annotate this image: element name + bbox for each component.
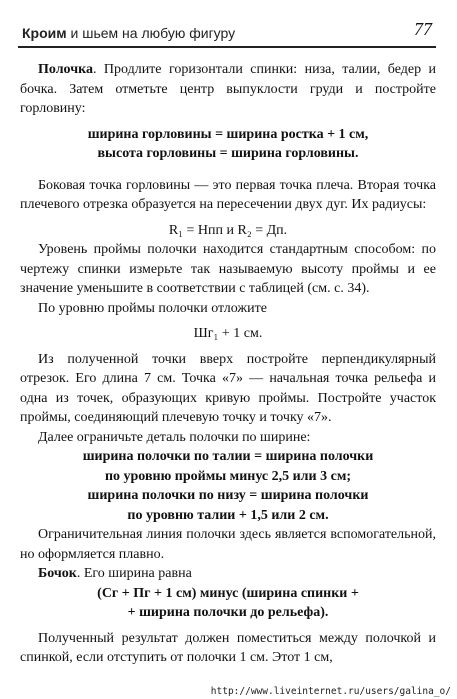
paragraph: Боковая точка горловины — это первая точка плеча. Вторая точка плечевого отрезка образуется на пересечении двух дуг. Их радиусы: — [20, 177, 436, 212]
section-lead: Бочок — [38, 566, 77, 581]
paragraph-text: . Его ширина равна — [76, 566, 192, 581]
formula-line: (Сг + Пг + 1 см) минус (ширина спинки + — [97, 585, 359, 601]
header-title-rest: и шьем на любую фигуру — [66, 25, 236, 41]
formula-line: ширина полочки по низу = ширина полочки — [87, 488, 369, 503]
paragraph: Ограничительная линия полочки здесь является вспомогательной, но оформляется плавно. — [20, 527, 436, 562]
paragraph-text: . Продлите горизонтали спинки: низа, талии, бедер и бочка. Затем отметьте центр выпуклости груди и постройте горловину: — [20, 62, 436, 116]
formula-line: по уровню талии + 1,5 или 2 см. — [127, 507, 329, 523]
paragraph: Полученный результат должен поместиться между полочкой и спинкой, если отступить от полочки 1 см. Этот 1 см, — [20, 630, 436, 665]
paragraph: По уровню проймы полочки отложите — [38, 300, 267, 316]
formula-line: Шг₁ + 1 см. — [193, 326, 263, 341]
formula-line: R₁ = Нпп и R₂ = Дп. — [168, 222, 288, 238]
formula-line: ширина горловины = ширина ростка + 1 см, — [87, 126, 369, 142]
paragraph — [20, 564, 436, 584]
spacer — [20, 164, 436, 176]
paragraph: Уровень проймы полочки находится стандартным способом: по чертежу спинки измерьте так называемую высоту проймы и ее значение уменьшите в соответствии с таблицей (см. с. 34). — [20, 242, 436, 296]
section-lead: Полочка — [38, 62, 93, 77]
running-header — [18, 18, 436, 48]
paragraph — [20, 60, 436, 119]
page-body — [20, 60, 436, 668]
page-number: 77 — [414, 19, 432, 39]
formula-line: по уровню проймы минус 2,5 или 3 см; — [104, 468, 352, 484]
formula-line: ширина полочки по талии = ширина полочки — [82, 449, 374, 464]
paragraph: Из полученной точки вверх постройте перпендикулярный отрезок. Его длина 7 см. Точка «7» — начальная точка рельефа и одна из точек, образующих кривую проймы. Постройте участок проймы, соединяющий плечевую точку и точку «7». — [20, 351, 436, 425]
header-title-bold: Кроим — [22, 25, 67, 41]
header-title — [22, 25, 235, 41]
paragraph: Далее ограничьте деталь полочки по ширине: — [38, 429, 311, 445]
formula-line: высота горловины = ширина горловины. — [97, 146, 359, 161]
formula-line: + ширина полочки до рельефа). — [127, 605, 329, 620]
source-url: http://www.liveinternet.ru/users/galina_o/ — [210, 686, 451, 697]
